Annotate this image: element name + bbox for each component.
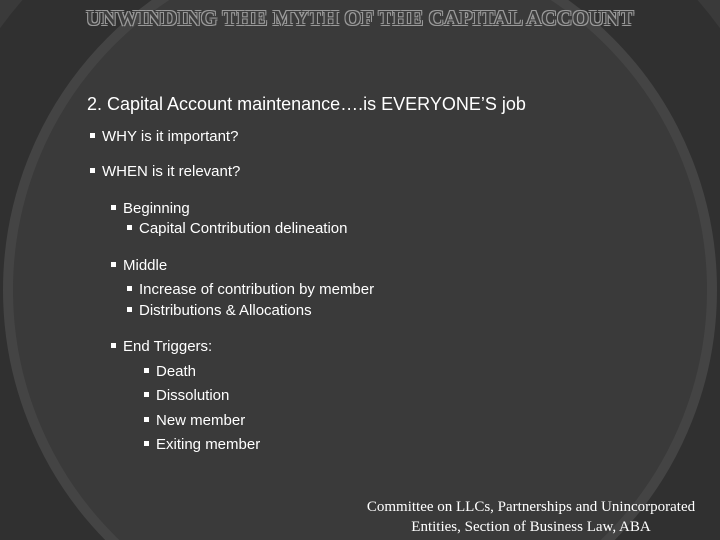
list-item [90,128,238,145]
slide-title: UNWINDING THE MYTH OF THE CAPITAL ACCOUNT [86,6,634,30]
list-item-text: Distributions & Allocations [139,302,312,319]
bullet-icon [144,417,149,422]
bullet-icon [127,307,132,312]
footer-credit [346,497,716,537]
bullet-icon [144,392,149,397]
list-item [111,257,167,274]
list-item [144,412,245,429]
bullet-icon [127,286,132,291]
list-item-text: WHY is it important? [102,128,239,145]
list-item [90,163,240,180]
section-heading: 2. Capital Account maintenance….is EVERYONE’S job [87,94,526,114]
list-item [127,281,374,298]
list-item-text: Middle [123,257,168,274]
list-item [144,387,229,404]
bullet-icon [111,205,116,210]
bullet-icon [111,262,116,267]
list-item-text: Capital Contribution delineation [139,220,348,237]
bullet-icon [90,168,95,173]
list-item-text: WHEN is it relevant? [102,163,241,180]
list-item [127,302,312,319]
footer-line-2: Entities, Section of Business Law, ABA [411,519,651,535]
bullet-icon [111,343,116,348]
list-item-text: New member [156,412,246,429]
footer-line-1: Committee on LLCs, Partnerships and Unincorporated [366,499,696,515]
list-item-text: Increase of contribution by member [139,281,375,298]
list-item [127,220,347,237]
list-item-text: End Triggers: [123,338,213,355]
bullet-icon [127,225,132,230]
list-item [144,363,196,380]
list-item [111,200,190,217]
list-item-text: Exiting member [156,436,261,453]
bullet-icon [144,368,149,373]
list-item [111,338,212,355]
list-item [144,436,260,453]
bullet-icon [90,133,95,138]
list-item-text: Death [156,363,197,380]
list-item-text: Beginning [123,200,190,217]
list-item-text: Dissolution [156,387,230,404]
bullet-icon [144,441,149,446]
